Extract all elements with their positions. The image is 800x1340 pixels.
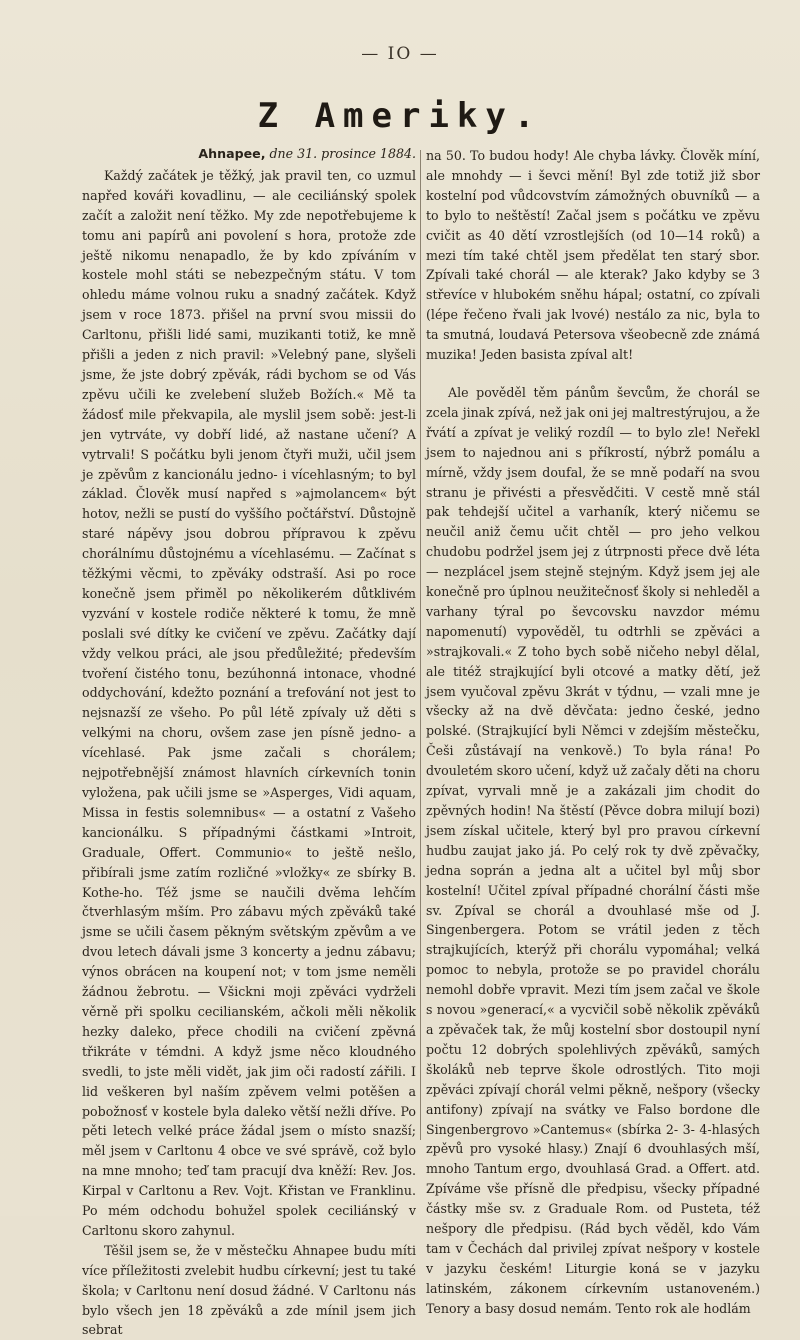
dateline-place: Ahnapee, [198, 146, 266, 161]
left-paragraph-2: Těšil jsem se, že v městečku Ahnapee budu míti více příležitosti zvelebit hudbu církevní; jest tu také škola; v Carltonu není dosud žádné. V Carltonu nás bylo všech jen 18 zpěváků a zde mínil jsem jich sebrat [82, 1242, 416, 1338]
right-paragraph-2: Ale pověděl těm pánům ševcům, že chorál se zcela jinak zpívá, než jak oni jej maltrestýrujou, a že řvátí a zpívat je veliký rozdíl — to bylo zle! Neřekl jsem to najednou ani s příkrostí, nýbrž pomálu a mírně, vždy jsem doufal, že se mně podaří na svou stranu je přivésti a přesvědčiti. V cestě mně stál pak tehdejší učitel a varhaník, který ničemu se neučil aniž čemu učit chtěl — pro jeho velkou chudobu podržel jsem jej z útrpnosti přece dvě léta — nezplácel jsem stejně stejným. Když jsem jej ale konečně pro úplnou neužitečnosť školy si nehleděl a varhany týral po ševcovsku navzdor mému napomenutí) vypověděl, tu odtrhli se zpěváci a »strajkovali.« Z toho bych sobě ničeho nebyl dělal, ale titéž strajkující byli otcové a matky dětí, jež jsem vyučoval zpěvu 3krát v týdnu, — vzali mne je všecky až na dvě děvčata: jedno české, jedno polské. (Strajkující byli Němci v zdejším městečku, Češi zůstávají na venkově.) To byla rána! Po dvouletém skoro učení, když už začaly děti na choru zpívat, vyrvali mně je a zakázali jim chodit do zpěvných hodin! Na štěstí (Pěvce dobra milují bozi) jsem získal učitele, který byl pro pravou církevní hudbu zaujat jako já. Po celý rok ty dvě zpěvačky, jedna soprán a jedna alt a učitel byl můj sbor kostelní! Učitel zpíval případné chorální části mše sv. Zpíval se chorál a dvouhlasé mše od J. Singenbergera. Potom se vrátil jeden z těch strajkujících, kterýž při chorálu vypomáhal; velká pomoc to nebyla, protože se po pravidel chorálu nemohl dobře vpravit. Mezi tím jsem začal ve škole s novou »generací,« a vycvičil sobě několik zpěváků a zpěvaček tak, že můj kostelní sbor dostoupil nyní počtu 12 dobrých spolehlivých zpěváků, samých školáků neb teprve škole odrostlých. Tito moji zpěváci zpívají chorál velmi pěkně, nešpory (všecky antifony) zpívají na svátky ve Falso bordone dle Singenbergrovo »Cantemus« (sbírka 2- 3- 4-hlasých zpěvů pro vysoké hlasy.) Znají 6 dvouhlasých mší, mnoho Tantum ergo, dvouhlasá Grad. a Offert. atd. Zpíváme vše přísně dle předpisu, všecky případné částky mše sv. z Graduale Rom. od Pusteta, též nešpory dle předpisu. (Rád bych věděl, kdo Vám tam v Čechách dal privilej zpívat nešpory v kostele v jazyku českém! Liturgie koná se v jazyku latinském, zákonem církevním ustanoveném.) Tenory a basy dosud nemám. Tento rok ale hodlám [426, 384, 761, 1316]
page-number: — IO — [361, 44, 439, 64]
left-column [82, 144, 416, 1340]
left-paragraph-1: Každý začátek je těžký, jak pravil ten, co uzmul napřed kováři kovadlinu, — ale ceciliánský spolek začít a založit není těžko. My zde nepotřebujeme k tomu ani papírů ani povolení s hora, protože zde ještě nikomu nenapadlo, že by kdo zpíváním v kostele mohl státi se nebezpečným státu. V tom ohledu máme volnou ruku a snadný začátek. Když jsem v roce 1873. přišel na první svou missii do Carltonu, přišli lidé sami, muzikanti totiž, ke mně přišli a jeden z nich pravil: »Velebný pane, slyšeli jsme, že jste dobrý zpěvák, rádi bychom se od Vás zpěvu učili ke zvelebení služeb Božích.« Mě ta žádosť mile překvapila, ale myslil jsem sobě: jest-li jen vytrváte, vy dobří lidé, až nastane učení? A vytrvali! S počátku byli jenom čtyři muži, učil jsem je zpěvům z kancionálu jedno- i vícehlasným; to byl základ. Člověk musí napřed s »ajmolancem« být hotov, nežli se pustí do vyššího počtářství. Důstojně staré nápěvy jsou dobrou přípravou k zpěvu chorálnímu důstojnému a vícehlasému. — Začínat s těžkými věcmi, to zpěváky odstraší. Asi po roce konečně jsem přiměl po několikerém důtklivém vyzvání v kostele rodiče některé k tomu, že mně poslali své dítky ke cvičení ve zpěvu. Začátky dají vždy velkou práci, ale jsou předůležité; především tvoření čistého tonu, bezúhonná intonace, vhodné oddychování, kdežto poznání a trefování not jest to nejsnazší ze všeho. Po půl létě zpívaly už děti s velkými na choru, ovšem zase jen písně jedno- a vícehlasé. Pak jsme začali s chorálem; nejpotřebnější známost hlavních církevních tonin vyložena, pak učili jsme se »Asperges, Vidi aquam, Missa in festis solemnibus« — a ostatní z Vašeho kancionálku. S případnými částkami »Introit, Graduale, Offert. Communio« to ještě nešlo, přibírali jsme zatím rozličné »vložky« ze sbírky B. Kothe-ho. Též jsme se naučili dvěma lehčím čtverhlasým mším. Pro zábavu mých zpěváků také jsme se učili časem pěkným světským zpěvům a ve dvou letech dávali jsme 3 koncerty a jednu zábavu; výnos obrácen na koupení not; v tom jsme neměli žádnou žebrotu. — Všickni moji zpěváci vydrželi věrně při spolku cecilianském, ačkoli měli několik hezky daleko, přece chodili na cvičení zpěvná třikráte v témdni. A když jsme něco kloudného svedli, to jste měli vidět, jak jim oči radostí zářili. I lid veškeren byl naším zpěvem velmi potěšen a pobožnosť v kostele byla daleko větší nežli dříve. Po pěti letech velké práce žádal jsem o místo snazší; měl jsem v Carltonu 4 obce ve své správě, což bylo na mne mnoho; teď tam pracují dva kněží: Rev. Jos. Kirpal v Carltonu a Rev. Vojt. Křistan ve Franklinu. Po mém odchodu bohužel spolek ceciliánský v Carltonu skoro zahynul. [82, 167, 416, 1238]
right-paragraph-1: na 50. To budou hody! Ale chyba lávky. Člověk míní, ale mnohdy — i ševci mění! Byl zde totiž již sbor kostelní pod vůdcovstvím zámožných obuvníků — a to bylo to neštěstí! Začal jsem s počátku ve zpěvu cvičit as 40 dětí vzrostlejších (od 10—14 roků) a mezi tím také chtěl jsem předělat ten starý sbor. Zpívali také chorál — ale kterak? Jako kdyby se 3 střevíce v hlubokém sněhu hápal; ostatní, co zpívali (lépe řečeno řvali jak lvové) nestálo za nic, byla to ta smutná, loudavá Petersova všeobecně zde známá muzika! Jeden basista zpíval alt! [426, 148, 760, 363]
article-title: Z Ameriky. [257, 96, 543, 136]
column-divider [420, 150, 421, 1140]
dateline [82, 144, 416, 164]
dateline-date: dne 31. prosince 1884. [269, 146, 416, 161]
right-column [426, 146, 760, 1319]
